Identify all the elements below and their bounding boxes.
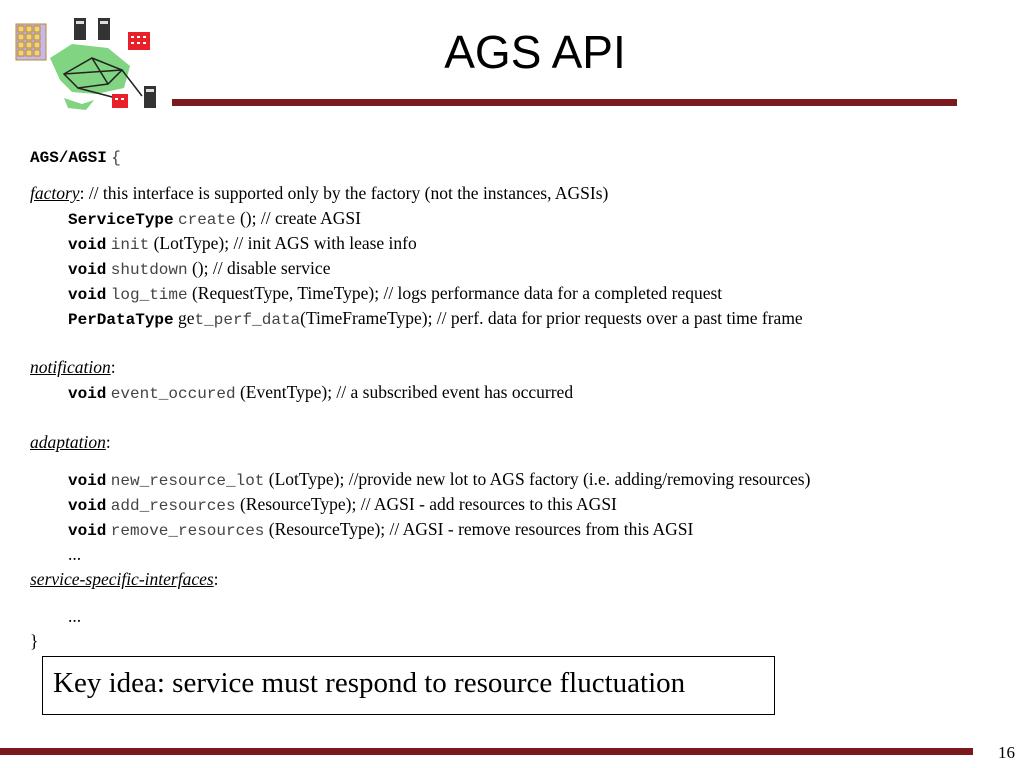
- service-specific-ellipsis: ...: [68, 606, 82, 626]
- function-name: create: [178, 211, 236, 229]
- adaptation-section-header: [30, 431, 111, 453]
- api-line-new-resource-lot: [68, 468, 810, 492]
- return-type: void: [68, 497, 107, 515]
- title-divider: [172, 99, 957, 106]
- function-name: add_resources: [110, 497, 236, 515]
- adaptation-label: adaptation: [30, 432, 106, 452]
- function-name: shutdown: [110, 261, 188, 279]
- api-line-event-occured: [68, 381, 573, 405]
- signature-comment: (ResourceType); // AGSI - add resources to this AGSI: [235, 494, 617, 514]
- api-line-add-resources: [68, 493, 617, 517]
- notification-section-header: [30, 356, 116, 378]
- page-number: 16: [998, 743, 1015, 762]
- function-name: t_perf_data: [194, 311, 301, 329]
- key-idea-text: Key idea: service must respond to resource fluctuation: [53, 667, 686, 699]
- signature-comment: (EventType); // a subscribed event has occurred: [235, 382, 574, 402]
- function-name: event_occured: [110, 385, 236, 403]
- return-type: void: [68, 236, 107, 254]
- return-type: void: [68, 385, 107, 403]
- interface-header: [30, 145, 121, 169]
- return-type: void: [68, 286, 107, 304]
- return-type: void: [68, 472, 107, 490]
- return-type: PerDataType: [68, 311, 174, 329]
- signature-comment: (LotType); //provide new lot to AGS factory (i.e. adding/removing resources): [264, 469, 811, 489]
- signature-comment: (TimeFrameType); // perf. data for prior requests over a past time frame: [300, 308, 803, 328]
- return-type: ServiceType: [68, 211, 174, 229]
- closing-brace: }: [30, 631, 39, 651]
- network-map-icon: [50, 44, 142, 110]
- service-specific-label: service-specific-interfaces: [30, 569, 214, 589]
- api-line-log-time: [68, 282, 722, 306]
- service-specific-section-header: [30, 568, 219, 590]
- return-type: void: [68, 522, 107, 540]
- section-colon: :: [213, 569, 219, 589]
- function-prefix: ge: [178, 308, 195, 328]
- signature-comment: (ResourceType); // AGSI - remove resources from this AGSI: [264, 519, 694, 539]
- interface-name: AGS/AGSI: [30, 149, 107, 167]
- adaptation-ellipsis: ...: [68, 544, 82, 564]
- factory-section-header: [30, 182, 608, 204]
- section-colon: :: [105, 432, 111, 452]
- function-name: new_resource_lot: [110, 472, 265, 490]
- function-name: log_time: [110, 286, 188, 304]
- function-name: remove_resources: [110, 522, 265, 540]
- return-type: void: [68, 261, 107, 279]
- api-line-remove-resources: [68, 518, 693, 542]
- footer-divider: [0, 748, 973, 755]
- page-title: AGS API: [444, 26, 626, 78]
- api-line-shutdown: [68, 257, 330, 281]
- signature-comment: (); // disable service: [187, 258, 331, 278]
- api-line-get-perf-data: [68, 307, 803, 331]
- signature-comment: (LotType); // init AGS with lease info: [149, 233, 417, 253]
- open-brace: {: [111, 149, 121, 167]
- section-colon: :: [110, 357, 116, 377]
- grid-computing-logo: [12, 14, 170, 114]
- factory-label: factory: [30, 183, 80, 203]
- api-line-init: [68, 232, 417, 256]
- factory-comment: : // this interface is supported only by the factory (not the instances, AGSIs): [79, 183, 609, 203]
- signature-comment: (); // create AGSI: [235, 208, 361, 228]
- key-idea-box: [42, 656, 775, 715]
- api-line-create: [68, 207, 361, 231]
- signature-comment: (RequestType, TimeType); // logs performance data for a completed request: [187, 283, 723, 303]
- notification-label: notification: [30, 357, 111, 377]
- function-name: init: [110, 236, 150, 254]
- cluster-icon: [16, 24, 46, 60]
